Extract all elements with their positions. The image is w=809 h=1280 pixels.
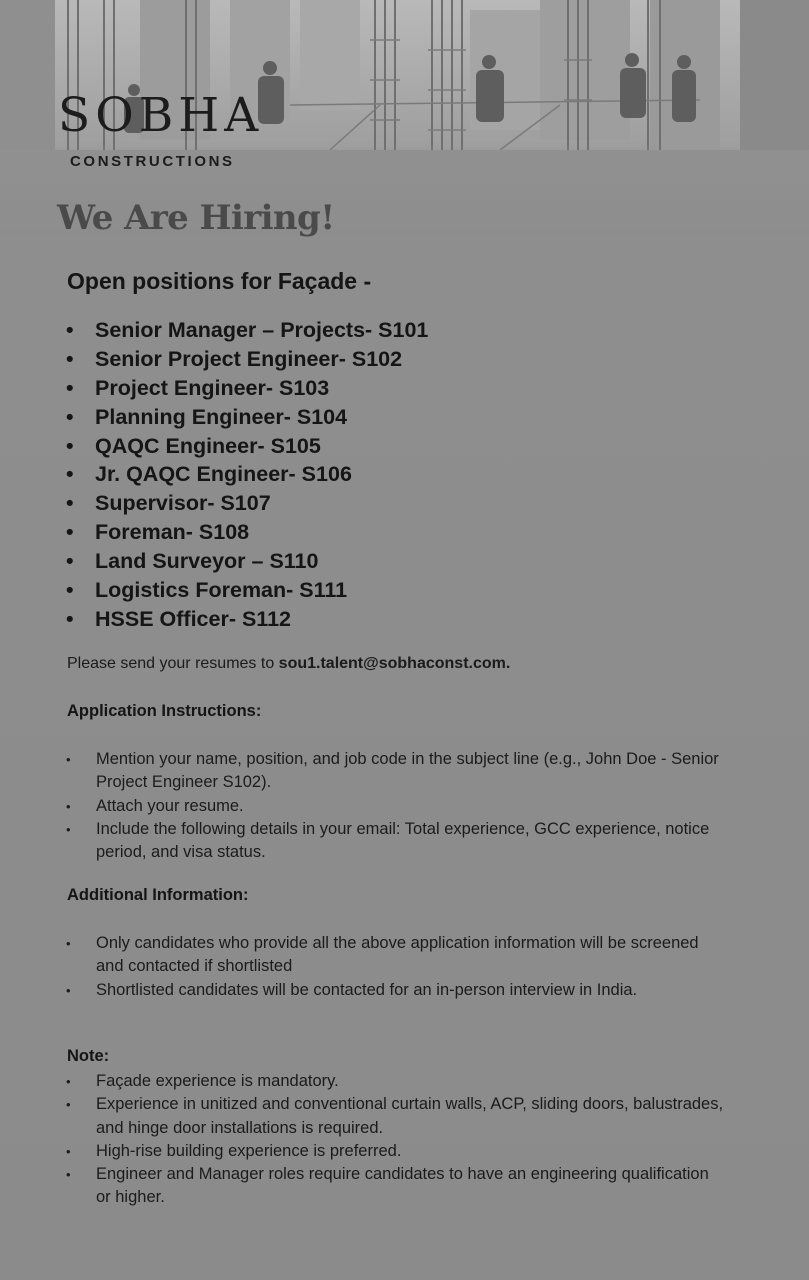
note-heading: Note: [67, 1047, 110, 1065]
list-item-text: Only candidates who provide all the above application information will be screened and contacted if shortlisted [96, 934, 699, 976]
bullet-icon: • [66, 491, 74, 516]
contact-prefix: Please send your resumes to [67, 655, 279, 672]
position-label: Jr. QAQC Engineer- S106 [95, 462, 352, 487]
bullet-icon: • [66, 318, 74, 342]
list-item [66, 818, 726, 865]
position-label: Supervisor- S107 [95, 491, 271, 516]
bullet-icon: • [66, 1097, 71, 1113]
list-item-text: Mention your name, position, and job code in the subject line (e.g., John Doe - Senior Project Engineer S102). [96, 750, 719, 792]
bullet-icon: • [66, 1167, 71, 1183]
list-item-text: High-rise building experience is preferred. [96, 1141, 402, 1160]
position-item [66, 518, 428, 547]
application-instructions-heading: Application Instructions: [67, 702, 262, 720]
positions-list [66, 316, 428, 634]
position-label: HSSE Officer- S112 [95, 606, 291, 631]
additional-information-list [66, 932, 726, 1002]
position-item [66, 432, 428, 461]
list-item-text: Shortlisted candidates will be contacted for an in-person interview in India. [96, 980, 638, 999]
bullet-icon: • [66, 375, 74, 400]
position-item [66, 374, 428, 403]
position-item [66, 403, 428, 432]
bullet-icon: • [66, 404, 74, 429]
position-item [66, 547, 428, 576]
list-item-text: Façade experience is mandatory. [96, 1072, 339, 1090]
application-instructions-list [66, 748, 726, 864]
bullet-icon: • [66, 346, 74, 371]
open-positions-title: Open positions for Façade - [67, 268, 372, 294]
bullet-icon: • [66, 462, 74, 487]
list-item [66, 1093, 726, 1140]
additional-information-heading: Additional Information: [67, 886, 249, 904]
list-item [66, 795, 726, 818]
position-label: Senior Manager – Projects- S101 [95, 318, 429, 342]
bullet-icon: • [66, 936, 71, 951]
bullet-icon: • [66, 752, 71, 767]
list-item [66, 979, 726, 1002]
list-item [66, 1163, 726, 1210]
position-label: QAQC Engineer- S105 [95, 433, 321, 458]
list-item-text: Experience in unitized and conventional curtain walls, ACP, sliding doors, balustrades, and hinge door installations is required. [96, 1095, 724, 1137]
position-item [66, 316, 428, 345]
list-item [66, 748, 726, 795]
contact-email-link[interactable]: sou1.talent@sobhaconst.com. [278, 655, 511, 672]
brand-name: SOBHA [58, 88, 264, 143]
position-label: Project Engineer- S103 [95, 375, 330, 400]
bullet-icon: • [66, 520, 74, 545]
bullet-icon: • [66, 549, 74, 574]
position-item [66, 605, 428, 634]
bullet-icon: • [66, 578, 74, 603]
position-label: Logistics Foreman- S111 [95, 578, 348, 603]
brand-subtitle: CONSTRUCTIONS [70, 153, 235, 170]
position-item [66, 460, 428, 489]
position-label: Land Surveyor – S110 [95, 549, 319, 574]
position-item [66, 576, 428, 605]
bullet-icon: • [66, 1143, 71, 1159]
position-label: Planning Engineer- S104 [95, 404, 348, 429]
bullet-icon: • [66, 606, 74, 631]
bullet-icon: • [66, 821, 71, 837]
page-headline: We Are Hiring! [57, 198, 335, 238]
list-item-text: Include the following details in your email: Total experience, GCC experience, notice period, and visa status. [96, 819, 710, 862]
sobha-logo [58, 88, 264, 170]
bullet-icon: • [66, 433, 74, 458]
list-item [66, 932, 726, 979]
bullet-icon: • [66, 1074, 71, 1089]
bullet-icon: • [66, 982, 71, 998]
position-label: Foreman- S108 [95, 520, 250, 545]
note-list [66, 1070, 726, 1210]
position-item [66, 489, 428, 518]
list-item-text: Attach your resume. [96, 796, 244, 815]
contact-line [67, 655, 510, 673]
position-label: Senior Project Engineer- S102 [95, 346, 403, 371]
bullet-icon: • [66, 798, 71, 814]
position-item [66, 345, 428, 374]
list-item-text: Engineer and Manager roles require candidates to have an engineering qualification or higher. [96, 1165, 709, 1207]
list-item [66, 1140, 726, 1163]
list-item [66, 1070, 726, 1093]
